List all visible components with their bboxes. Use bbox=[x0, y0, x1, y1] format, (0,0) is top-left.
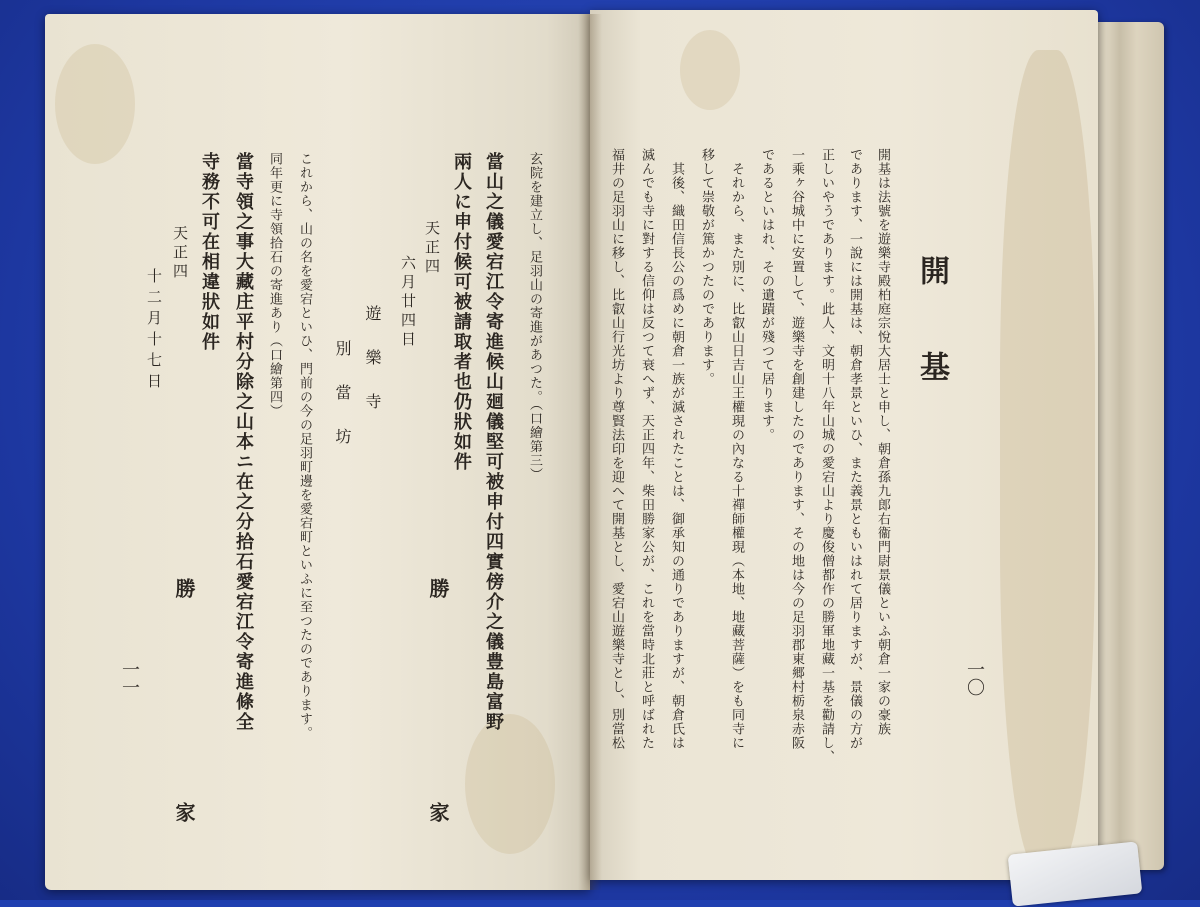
water-stain bbox=[1000, 50, 1095, 870]
page-stack-edge bbox=[1096, 22, 1164, 870]
date-era: 天正四 bbox=[423, 220, 441, 277]
text-column: 福井の足羽山に移し、比叡山行光坊より尊賢法印を迎へて開基とし、愛宕山遊樂寺とし、別當松 bbox=[609, 148, 624, 750]
text-column: 玄院を建立し、足羽山の寄進があつた。（口繪第三） bbox=[527, 152, 542, 482]
page-number: 一〇 bbox=[964, 660, 985, 696]
left-page bbox=[45, 14, 590, 890]
right-page bbox=[590, 10, 1098, 880]
addressee: 遊 樂 寺 bbox=[363, 305, 382, 415]
text-column: 滅んでも寺に對する信仰は反つて衰へず、天正四年、柴田勝家公が、これを當時北莊と呼ばれた bbox=[639, 148, 654, 750]
addressee: 別 當 坊 bbox=[333, 340, 352, 450]
text-column: 移して崇敬が篤かつたのであります。 bbox=[699, 148, 714, 386]
text-column: 其後、織田信長公の爲めに朝倉一族が滅されたことは、御承知の通りでありますが、朝倉氏は bbox=[669, 162, 684, 750]
document-column: 當寺領之事大藏庄平村分除之山本ニ在之分拾石愛宕江令寄進條全 bbox=[233, 152, 254, 732]
page-title: 開 基 bbox=[914, 255, 949, 399]
paper-stain bbox=[680, 30, 740, 110]
text-column: これから、山の名を愛宕といひ、門前の今の足羽町邊を愛宕町といふに至つたのであります。 bbox=[297, 152, 312, 740]
paper-stain bbox=[465, 714, 555, 854]
document-column: 兩人に申付候可被請取者也仍狀如件 bbox=[451, 152, 472, 472]
book-gutter bbox=[578, 14, 602, 890]
document-column: 寺務不可在相違狀如件 bbox=[199, 152, 220, 352]
text-column: 一乘ヶ谷城中に安置して、遊樂寺を創建したのであります、その地は今の足羽郡東郷村栃泉赤阪 bbox=[789, 148, 804, 750]
text-column: 正しいやうであります。此人、文明十八年山城の愛宕山より慶俊僧都作の勝軍地藏一基を勸請し、 bbox=[819, 148, 834, 764]
page-number: 一一 bbox=[119, 660, 140, 696]
text-column: 開基は法號を遊樂寺殿柏庭宗悅大居士と申し、朝倉孫九郎右衞門尉景儀といふ朝倉一家の豪族 bbox=[875, 148, 890, 736]
text-column: であるといはれ、その遺蹟が殘つて居ります。 bbox=[759, 148, 774, 442]
text-column: であります、一說には開基は、朝倉孝景といひ、また義景ともいはれて居りますが、景儀の方が bbox=[847, 148, 862, 750]
paper-stain bbox=[55, 44, 135, 164]
date-era: 天正四 bbox=[171, 225, 189, 282]
document-column: 當山之儀愛宕江令寄進候山廻儀堅可被申付四實傍介之儀豊島富野 bbox=[483, 152, 504, 732]
date-day: 六月廿四日 bbox=[399, 255, 417, 350]
date-day: 十二月十七日 bbox=[145, 268, 163, 394]
text-column: 同年更に寺領拾石の寄進あり（口繪第四） bbox=[267, 152, 282, 418]
signature: 勝 家 bbox=[172, 578, 196, 858]
text-column: それから、また別に、比叡山日吉山王權現の內なる十禪師權現（本地、地藏菩薩）をも同寺に bbox=[729, 162, 744, 750]
signature: 勝 家 bbox=[426, 578, 450, 858]
